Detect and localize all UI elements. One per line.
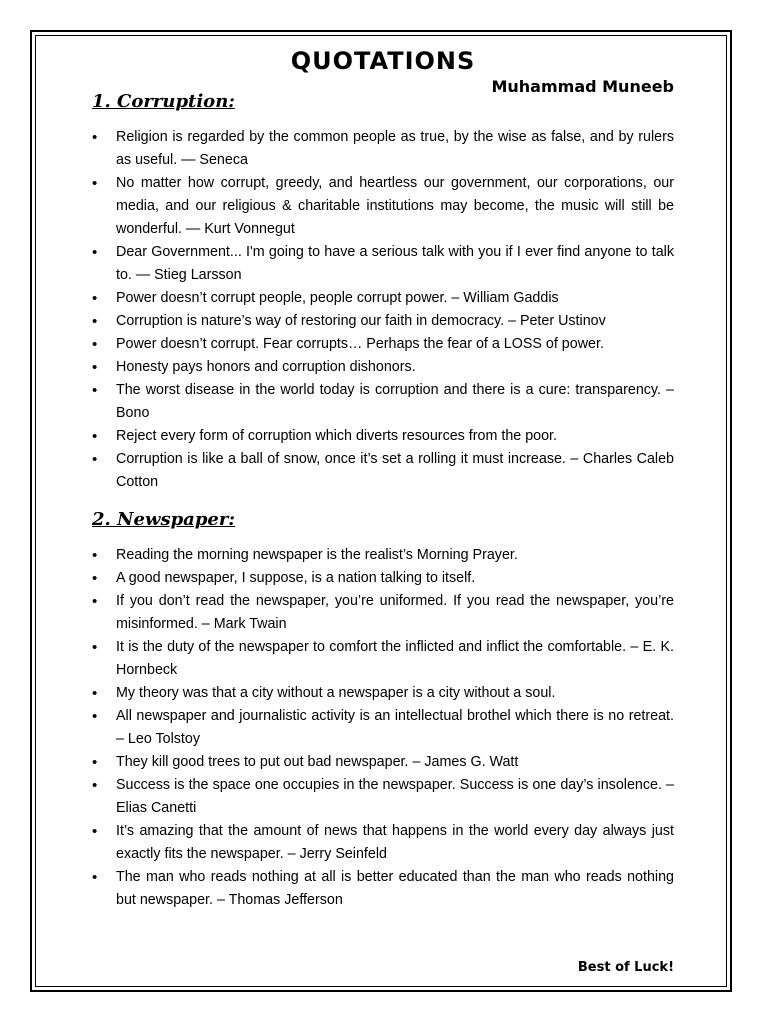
list-item: • If you don’t read the newspaper, you’re uniformed. If you read the newspaper, you’re misinformed. – Mark Twain	[92, 590, 674, 636]
author-name: Muhammad Muneeb	[491, 77, 674, 96]
list-item: • The man who reads nothing at all is better educated than the man who reads nothing but newspaper. – Thomas Jefferson	[92, 866, 674, 912]
quote-list-newspaper	[92, 544, 674, 912]
list-item: • A good newspaper, I suppose, is a nation talking to itself.	[92, 567, 674, 590]
list-item: • Power doesn’t corrupt people, people corrupt power. – William Gaddis	[92, 287, 674, 310]
list-item: • Success is the space one occupies in the newspaper. Success is one day’s insolence. – Elias Canetti	[92, 774, 674, 820]
document-body	[92, 44, 674, 912]
list-item: • They kill good trees to put out bad newspaper. – James G. Watt	[92, 751, 674, 774]
quote-list-corruption	[92, 126, 674, 494]
document-title: QUOTATIONS	[290, 47, 476, 75]
list-item: • Corruption is like a ball of snow, once it’s set a rolling it must increase. – Charles Caleb Cotton	[92, 448, 674, 494]
list-item: • Religion is regarded by the common people as true, by the wise as false, and by rulers as useful. — Seneca	[92, 126, 674, 172]
list-item: • Honesty pays honors and corruption dishonors.	[92, 356, 674, 379]
list-item: • Power doesn’t corrupt. Fear corrupts… Perhaps the fear of a LOSS of power.	[92, 333, 674, 356]
list-item: • Reading the morning newspaper is the realist’s Morning Prayer.	[92, 544, 674, 567]
list-item: • It is the duty of the newspaper to comfort the inflicted and inflict the comfortable. – E. K. Hornbeck	[92, 636, 674, 682]
list-item: • It’s amazing that the amount of news that happens in the world every day always just exactly fits the newspaper. – Jerry Seinfeld	[92, 820, 674, 866]
list-item: • My theory was that a city without a newspaper is a city without a soul.	[92, 682, 674, 705]
list-item: • No matter how corrupt, greedy, and heartless our government, our corporations, our media, and our religious & charitable institutions may become, the music will still be wonderful. — Kurt Vonnegut	[92, 172, 674, 241]
list-item: • Corruption is nature’s way of restoring our faith in democracy. – Peter Ustinov	[92, 310, 674, 333]
list-item: • All newspaper and journalistic activity is an intellectual brothel which there is no retreat. – Leo Tolstoy	[92, 705, 674, 751]
footer-note: Best of Luck!	[577, 960, 674, 975]
list-item: • Dear Government... I'm going to have a serious talk with you if I ever find anyone to talk to. — Stieg Larsson	[92, 241, 674, 287]
section-heading-newspaper: 2. Newspaper:	[92, 509, 236, 530]
list-item: • Reject every form of corruption which diverts resources from the poor.	[92, 425, 674, 448]
list-item: • The worst disease in the world today is corruption and there is a cure: transparency. – Bono	[92, 379, 674, 425]
section-heading-corruption: 1. Corruption:	[92, 91, 235, 112]
